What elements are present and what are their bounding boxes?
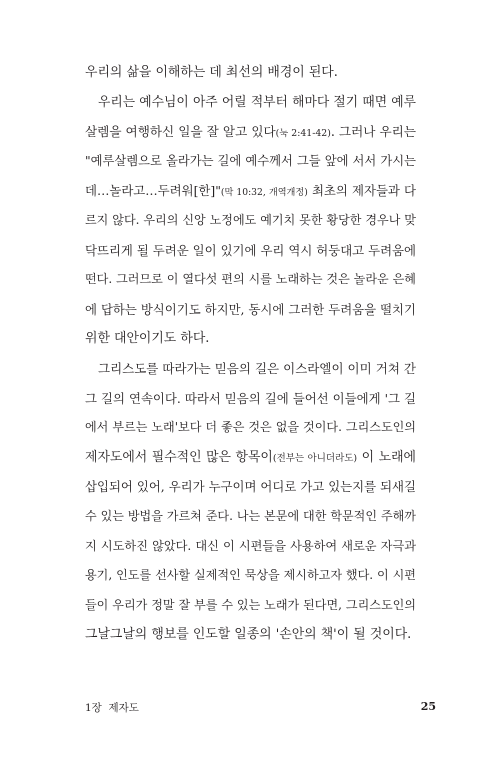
line-text: 에 답하는 방식이기도 하지만, 동시에 그러한 두려움을 떨치기 <box>85 301 416 317</box>
line-text: 살렘을 여행하신 일을 잘 알고 있다 <box>85 124 276 140</box>
text-line <box>85 413 416 443</box>
text-line <box>85 265 416 295</box>
line-text: 르지 않다. 우리의 신앙 노정에도 예기치 못한 황당한 경우나 맞 <box>85 212 416 227</box>
scripture-reference: (막 10:32, 개역개정) <box>220 187 308 199</box>
text-line <box>85 502 416 532</box>
line-text: "예루살렘으로 올라가는 길에 예수께서 그들 앞에 서서 가시는 <box>85 153 416 168</box>
text-line <box>85 206 416 236</box>
text-line <box>85 117 416 147</box>
line-text: 그 길의 연속이다. 따라서 믿음의 길에 들어선 이들에게 '그 길 <box>85 390 416 406</box>
line-text: 우리의 삶을 이해하는 데 최선의 배경이 된다. <box>85 65 338 80</box>
text-line <box>85 354 416 384</box>
scripture-reference: (전부는 아니더라도) <box>272 452 358 464</box>
text-line <box>85 443 416 473</box>
text-line <box>85 176 416 206</box>
line-text: 데…놀라고…두려워[한]" <box>85 183 221 199</box>
line-text-continued: . 그러나 우리는 <box>330 124 416 140</box>
line-text-continued: 이 노래에 <box>357 449 416 465</box>
text-line <box>85 591 416 621</box>
line-text: 삽입되어 있어, 우리가 누구이며 어디로 가고 있는지를 되새길 <box>85 479 416 495</box>
scripture-reference: (눅 2:41-42) <box>275 128 331 140</box>
text-line <box>85 532 416 562</box>
line-text: 위한 대안이기도 하다. <box>85 331 210 347</box>
line-text: 닥뜨리게 될 두려운 일이 있기에 우리 역시 허둥대고 두려움에 <box>85 242 416 258</box>
page-number: 25 <box>420 700 436 713</box>
line-text: 들이 우리가 정말 잘 부를 수 있는 노래가 된다면, 그리스도인의 <box>85 597 416 612</box>
text-line <box>85 147 416 177</box>
body-text <box>85 58 416 650</box>
line-text-continued: 최초의 제자들과 다 <box>307 183 416 199</box>
text-line <box>85 620 416 650</box>
text-line <box>85 324 416 354</box>
text-line <box>85 384 416 414</box>
text-line <box>85 295 416 325</box>
text-line <box>85 561 416 591</box>
footer-title: 제자도 <box>108 702 139 714</box>
line-text: 용기, 인도를 선사할 실제적인 묵상을 제시하고자 했다. 이 시편 <box>85 568 416 583</box>
line-text: 그날그날의 행보를 인도할 일종의 '손안의 책'이 될 것이다. <box>85 627 412 643</box>
text-line <box>85 58 416 88</box>
text-line <box>85 88 416 118</box>
line-text: 제자도에서 필수적인 많은 항목이 <box>85 449 273 465</box>
text-line <box>85 472 416 502</box>
footer-chapter: 1장 <box>85 702 102 714</box>
line-text: 지 시도하진 않았다. 대신 이 시편들을 사용하여 새로운 자극과 <box>85 538 416 553</box>
running-footer <box>85 701 139 715</box>
line-text: 수 있는 방법을 가르쳐 준다. 나는 본문에 대한 학문적인 주해까 <box>85 508 416 523</box>
line-text: 에서 부르는 노래'보다 더 좋은 것은 없을 것이다. 그리스도인의 <box>85 420 416 435</box>
line-text: 우리는 예수님이 아주 어릴 적부터 해마다 절기 때면 예루 <box>98 94 416 110</box>
text-line <box>85 236 416 266</box>
line-text: 떤다. 그러므로 이 열다섯 편의 시를 노래하는 것은 놀라운 은혜 <box>85 272 416 287</box>
line-text: 그리스도를 따라가는 믿음의 길은 이스라엘이 이미 거쳐 간 <box>98 360 416 376</box>
